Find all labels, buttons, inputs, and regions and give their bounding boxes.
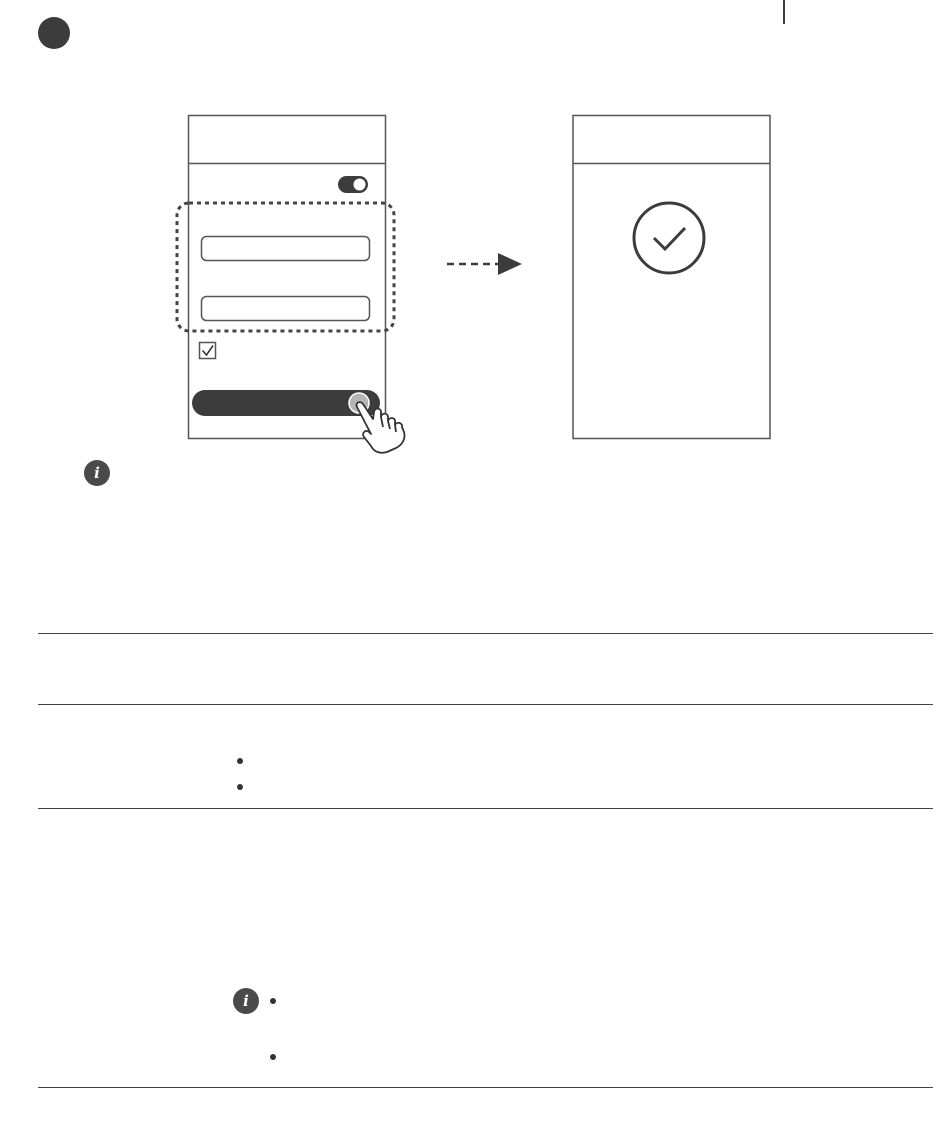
info-icon: i [84, 460, 110, 486]
toggle-switch-icon [338, 176, 368, 193]
success-screen [573, 116, 770, 439]
table-rule-top [38, 633, 933, 634]
username-field [202, 237, 370, 261]
bullet-dot [270, 998, 276, 1004]
bullet-dot [237, 758, 243, 764]
login-flow-illustration [0, 0, 950, 470]
checkbox-checked-icon [200, 343, 216, 359]
password-field [202, 297, 370, 321]
table-rule-row2 [38, 808, 933, 809]
table-rule-row1 [38, 704, 933, 705]
table-rule-bottom [38, 1087, 933, 1088]
dashed-arrow-right-icon [447, 253, 522, 275]
info-icon: i [233, 988, 259, 1014]
login-screen [177, 116, 405, 453]
bullet-dot [237, 784, 243, 790]
bullet-dot [270, 1054, 276, 1060]
